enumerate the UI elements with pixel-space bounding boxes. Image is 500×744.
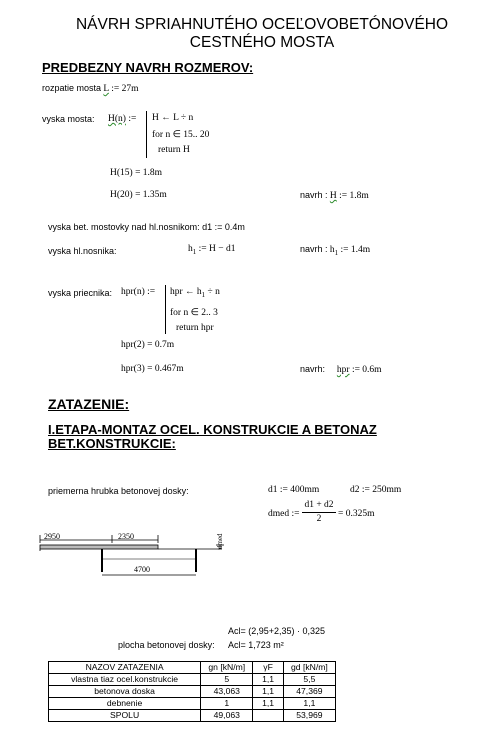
rozpatie-expr: := 27m xyxy=(111,84,139,94)
program-line-3: return H xyxy=(158,145,190,155)
rozpatie-var: L xyxy=(103,84,109,94)
rozpatie-line xyxy=(42,83,139,94)
vyska-mosta-label: vyska mosta: xyxy=(42,114,95,124)
program-line-1: H ← L ÷ n xyxy=(152,113,194,123)
rozpatie-label: rozpatie mosta xyxy=(42,83,102,93)
hpr-fn: hpr(n) := xyxy=(121,287,156,297)
hprog-line-1-main: hpr ← h xyxy=(170,287,202,297)
hprog-line-3: return hpr xyxy=(176,323,214,333)
plocha-label: plocha betonovej dosky: xyxy=(118,640,215,650)
deck-slab xyxy=(40,545,158,549)
table-cell: betonova doska xyxy=(49,686,201,698)
dmed-result: = 0.325m xyxy=(338,509,375,519)
table-row xyxy=(49,686,336,698)
cross-section-sketch xyxy=(36,528,246,584)
header-gamma: γF xyxy=(253,662,283,674)
dim-vertical: dmed xyxy=(216,533,224,549)
section-header-zatazenie: ZATAZENIE: xyxy=(48,396,130,412)
hpr-label: vyska priecnika: xyxy=(48,288,113,298)
vyska-fn: H(n) xyxy=(108,114,126,124)
table-cell: 5 xyxy=(201,674,253,686)
program-bar-H xyxy=(146,111,147,158)
plocha-value: Acl= 1,723 m² xyxy=(228,640,284,650)
eval-H15: H(15) = 1.8m xyxy=(110,168,163,178)
subheader-line2: BET.KONSTRUKCIE: xyxy=(48,436,176,451)
dmed-denominator: 2 xyxy=(316,514,322,524)
dmed-label: dmed := xyxy=(268,509,300,519)
h1-sub: 1 xyxy=(192,247,197,256)
hrubka-label: priemerna hrubka betonovej dosky: xyxy=(48,486,189,496)
load-table xyxy=(48,661,336,722)
navrh-h1 xyxy=(300,244,370,257)
acl-formula: Acl= (2,95+2,35) · 0,325 xyxy=(228,626,326,636)
navrh-h1-sub: 1 xyxy=(334,248,339,257)
table-cell: 1,1 xyxy=(283,698,335,710)
subheader-line1: I.ETAPA-MONTAZ OCEL. KONSTRUKCIE A BETONAZ xyxy=(48,422,377,437)
navrh-H-label: navrh : xyxy=(300,190,328,200)
dim-bottom: 4700 xyxy=(134,565,150,574)
table-cell: 47,369 xyxy=(283,686,335,698)
table-row-total xyxy=(49,710,336,722)
vyska-fn-def xyxy=(108,114,136,124)
h1-expr: := H − d1 xyxy=(198,244,236,254)
table-cell: 5,5 xyxy=(283,674,335,686)
table-cell: 1,1 xyxy=(253,686,283,698)
d1-value: d1 := 400mm xyxy=(268,485,320,495)
navrh-H xyxy=(300,190,369,201)
h1-label: vyska hl.nosnika: xyxy=(48,246,117,256)
navrh-h1-label: navrh : xyxy=(300,244,328,254)
d1-line: vyska bet. mostovky nad hl.nosnikom: d1 := 0.4m xyxy=(48,222,245,232)
header-gn: gn [kN/m] xyxy=(201,662,253,674)
dim-left: 2950 xyxy=(44,532,60,541)
table-row xyxy=(49,674,336,686)
navrh-H-expr: := 1.8m xyxy=(339,191,369,201)
eval-hpr2: hpr(2) = 0.7m xyxy=(121,340,175,350)
eval-H20: H(20) = 1.35m xyxy=(110,190,167,200)
eval-hpr3: hpr(3) = 0.467m xyxy=(121,364,184,374)
table-cell: SPOLU xyxy=(49,710,201,722)
h1-base: h xyxy=(188,244,193,254)
table-cell: 49,063 xyxy=(201,710,253,722)
document-title-line1: NÁVRH SPRIAHNUTÉHO OCEĽOVOBETÓNOVÉHO xyxy=(75,16,449,33)
document-title-line2: CESTNÉHO MOSTA xyxy=(189,34,335,51)
table-row xyxy=(49,698,336,710)
navrh-h1-expr: := 1.4m xyxy=(340,245,371,255)
table-cell: 1,1 xyxy=(253,674,283,686)
hprog-line-2: for n ∈ 2.. 3 xyxy=(170,308,218,318)
dim-mid: 2350 xyxy=(118,532,134,541)
section-header-predbezny: PREDBEZNY NAVRH ROZMEROV: xyxy=(42,60,254,75)
table-header-row xyxy=(49,662,336,674)
header-gd: gd [kN/m] xyxy=(283,662,335,674)
navrh-H-var: H xyxy=(329,191,337,201)
dmed-numerator: d1 + d2 xyxy=(304,500,334,510)
navrh-h1-base: h xyxy=(329,245,335,255)
table-cell: 1,1 xyxy=(253,698,283,710)
table-cell: 43,063 xyxy=(201,686,253,698)
navrh-hpr-expr: := 0.6m xyxy=(351,365,382,375)
table-cell: debnenie xyxy=(49,698,201,710)
d2-value: d2 := 250mm xyxy=(350,485,402,495)
table-cell xyxy=(253,710,283,722)
fraction-bar xyxy=(302,512,336,513)
program-bar-hpr xyxy=(165,285,166,334)
hprog-line-1-rest: ÷ n xyxy=(205,287,220,297)
hprog-line-1 xyxy=(170,287,220,299)
table-cell: 53,969 xyxy=(283,710,335,722)
h1-def xyxy=(188,244,235,256)
navrh-hpr-var: hpr xyxy=(336,365,350,375)
navrh-hpr-label: navrh: xyxy=(300,364,326,374)
table-cell: 1 xyxy=(201,698,253,710)
navrh-hpr xyxy=(300,364,382,375)
header-nazov: NAZOV ZATAZENIA xyxy=(49,662,201,674)
vyska-assign: := xyxy=(128,114,137,124)
program-line-2: for n ∈ 15.. 20 xyxy=(152,130,210,140)
table-cell: vlastna tiaz ocel.konstrukcie xyxy=(49,674,201,686)
hprog-line-1-sub: 1 xyxy=(201,290,206,299)
